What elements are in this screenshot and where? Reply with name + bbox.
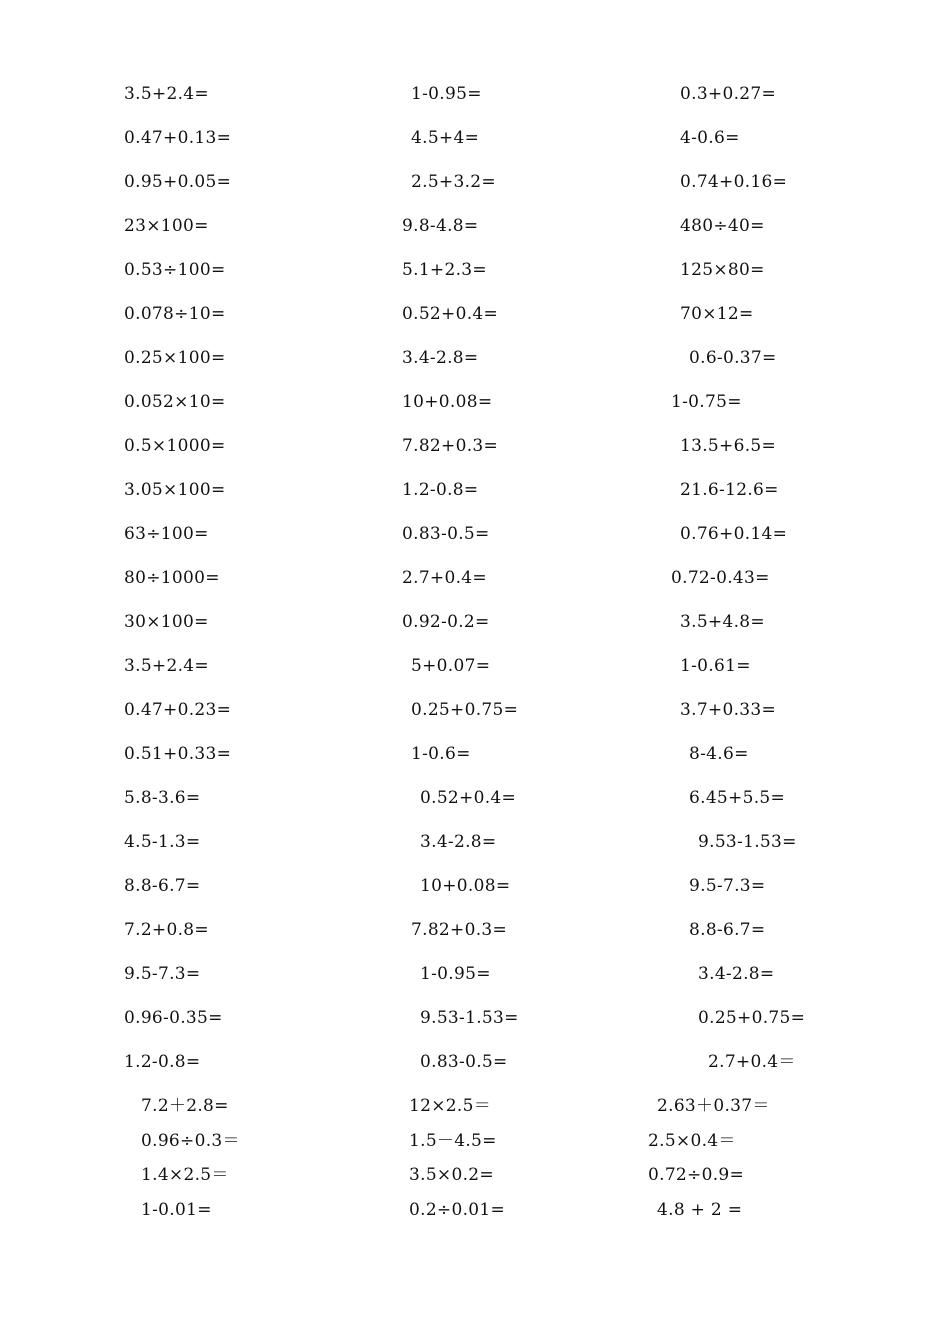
problem-r24-c0: 0.96÷0.3＝ (141, 1131, 240, 1151)
problem-r7-c0: 0.052×10= (124, 392, 226, 412)
problem-r26-c1: 0.2÷0.01= (409, 1200, 506, 1220)
problem-r0-c2: 0.3+0.27= (680, 84, 777, 104)
problem-r13-c0: 3.5+2.4= (124, 656, 209, 676)
problem-r26-c2: 4.8 + 2 = (657, 1200, 743, 1220)
problem-r10-c2: 0.76+0.14= (680, 524, 788, 544)
problem-r15-c0: 0.51+0.33= (124, 744, 232, 764)
problem-r23-c2: 2.63＋0.37＝ (657, 1096, 770, 1116)
problem-r16-c0: 5.8-3.6= (124, 788, 201, 808)
problem-r11-c2: 0.72-0.43= (671, 568, 770, 588)
problem-r0-c0: 3.5+2.4= (124, 84, 209, 104)
problem-r5-c0: 0.078÷10= (124, 304, 226, 324)
problem-r8-c0: 0.5×1000= (124, 436, 226, 456)
problem-r16-c1: 0.52+0.4= (420, 788, 517, 808)
problem-r24-c2: 2.5×0.4＝ (648, 1131, 736, 1151)
problem-r2-c1: 2.5+3.2= (411, 172, 496, 192)
problem-r23-c0: 7.2＋2.8= (141, 1096, 229, 1116)
problem-r9-c0: 3.05×100= (124, 480, 226, 500)
problem-r21-c2: 0.25+0.75= (698, 1008, 806, 1028)
problem-r10-c1: 0.83-0.5= (402, 524, 490, 544)
problem-r11-c0: 80÷1000= (124, 568, 220, 588)
problem-r17-c0: 4.5-1.3= (124, 832, 201, 852)
problem-r13-c1: 5+0.07= (411, 656, 491, 676)
problem-r18-c1: 10+0.08= (420, 876, 511, 896)
problem-r17-c1: 3.4-2.8= (420, 832, 497, 852)
problem-r2-c0: 0.95+0.05= (124, 172, 232, 192)
problem-r3-c1: 9.8-4.8= (402, 216, 479, 236)
problem-r12-c1: 0.92-0.2= (402, 612, 490, 632)
problem-r18-c2: 9.5-7.3= (689, 876, 766, 896)
problem-r22-c2: 2.7+0.4＝ (708, 1052, 796, 1072)
problem-r9-c2: 21.6-12.6= (680, 480, 779, 500)
problem-r14-c1: 0.25+0.75= (411, 700, 519, 720)
problem-r1-c2: 4-0.6= (680, 128, 740, 148)
problem-r13-c2: 1-0.61= (680, 656, 751, 676)
problem-r1-c1: 4.5+4= (411, 128, 480, 148)
problem-r19-c1: 7.82+0.3= (411, 920, 508, 940)
problem-r22-c0: 1.2-0.8= (124, 1052, 201, 1072)
problem-r17-c2: 9.53-1.53= (698, 832, 797, 852)
problem-r25-c0: 1.4×2.5＝ (141, 1165, 229, 1185)
problem-r23-c1: 12×2.5＝ (409, 1096, 492, 1116)
problem-r25-c2: 0.72÷0.9= (648, 1165, 745, 1185)
problem-r6-c2: 0.6-0.37= (689, 348, 777, 368)
problem-r26-c0: 1-0.01= (141, 1200, 212, 1220)
problem-r16-c2: 6.45+5.5= (689, 788, 786, 808)
problem-r18-c0: 8.8-6.7= (124, 876, 201, 896)
problem-r4-c0: 0.53÷100= (124, 260, 226, 280)
problem-r1-c0: 0.47+0.13= (124, 128, 232, 148)
problem-r10-c0: 63÷100= (124, 524, 209, 544)
problem-r12-c2: 3.5+4.8= (680, 612, 765, 632)
problem-r14-c0: 0.47+0.23= (124, 700, 232, 720)
problem-r12-c0: 30×100= (124, 612, 209, 632)
problem-r15-c1: 1-0.6= (411, 744, 471, 764)
problem-r25-c1: 3.5×0.2= (409, 1165, 494, 1185)
problem-r21-c0: 0.96-0.35= (124, 1008, 223, 1028)
problem-r6-c1: 3.4-2.8= (402, 348, 479, 368)
problem-r24-c1: 1.5－4.5= (409, 1131, 497, 1151)
problem-r5-c1: 0.52+0.4= (402, 304, 499, 324)
problem-r8-c2: 13.5+6.5= (680, 436, 777, 456)
problem-r3-c0: 23×100= (124, 216, 209, 236)
problem-r19-c2: 8.8-6.7= (689, 920, 766, 940)
problem-r4-c2: 125×80= (680, 260, 765, 280)
problem-r14-c2: 3.7+0.33= (680, 700, 777, 720)
problem-r20-c0: 9.5-7.3= (124, 964, 201, 984)
problem-r22-c1: 0.83-0.5= (420, 1052, 508, 1072)
problem-r11-c1: 2.7+0.4= (402, 568, 487, 588)
problem-r6-c0: 0.25×100= (124, 348, 226, 368)
problem-r2-c2: 0.74+0.16= (680, 172, 788, 192)
problem-r7-c2: 1-0.75= (671, 392, 742, 412)
problem-r19-c0: 7.2+0.8= (124, 920, 209, 940)
problem-r0-c1: 1-0.95= (411, 84, 482, 104)
problem-r20-c2: 3.4-2.8= (698, 964, 775, 984)
problem-r3-c2: 480÷40= (680, 216, 765, 236)
problem-r15-c2: 8-4.6= (689, 744, 749, 764)
problem-r4-c1: 5.1+2.3= (402, 260, 487, 280)
problem-r7-c1: 10+0.08= (402, 392, 493, 412)
problem-r5-c2: 70×12= (680, 304, 754, 324)
problem-r8-c1: 7.82+0.3= (402, 436, 499, 456)
problem-r21-c1: 9.53-1.53= (420, 1008, 519, 1028)
problem-r9-c1: 1.2-0.8= (402, 480, 479, 500)
problem-r20-c1: 1-0.95= (420, 964, 491, 984)
